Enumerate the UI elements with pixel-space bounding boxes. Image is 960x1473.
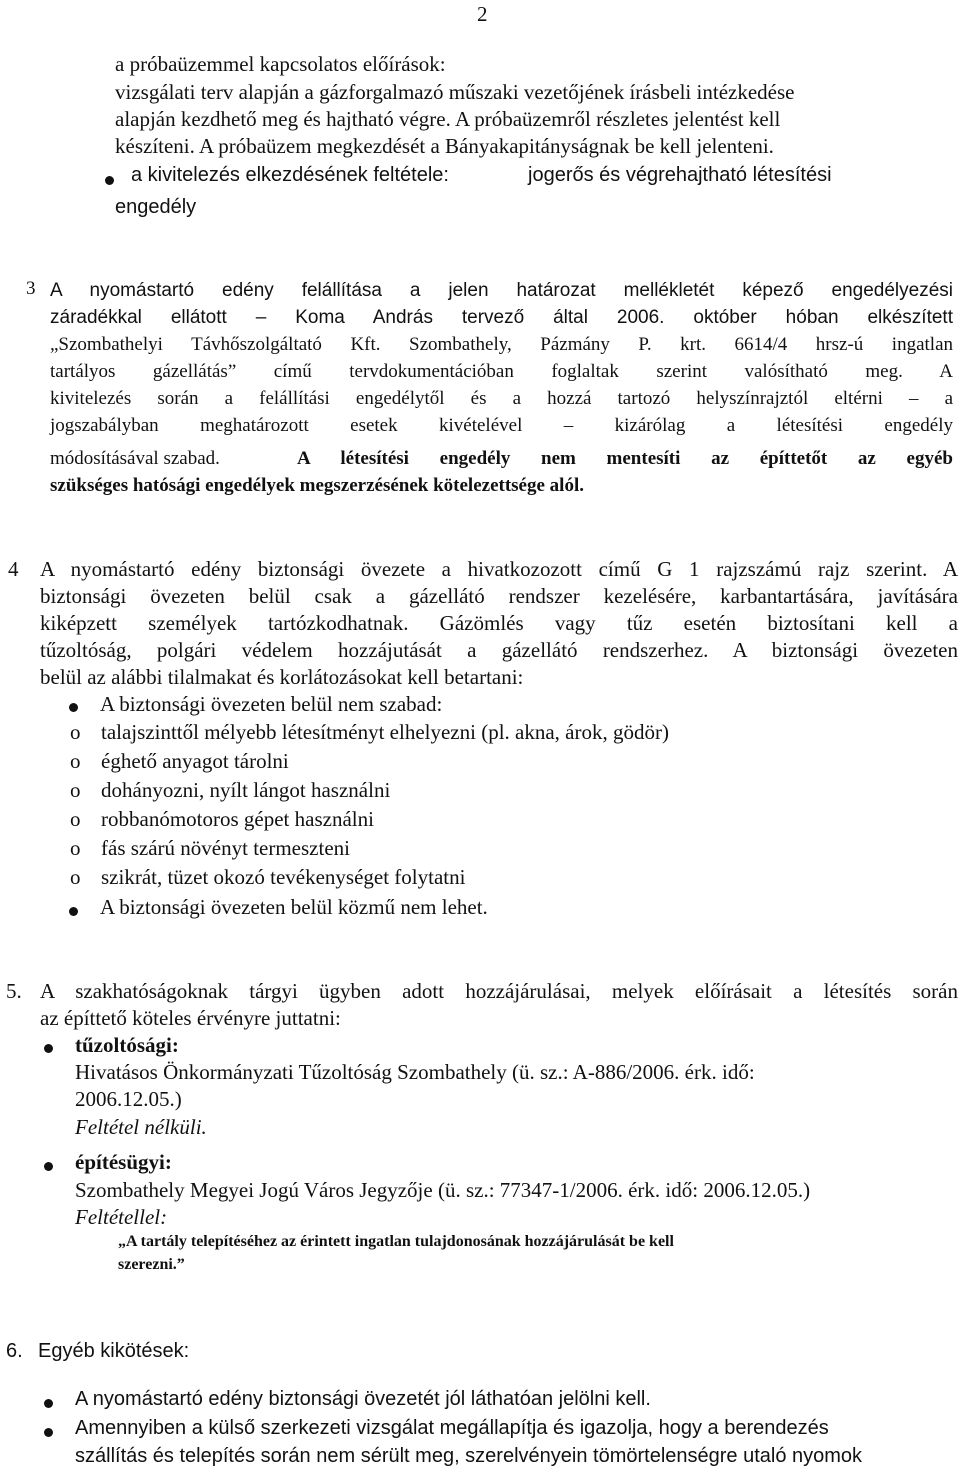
paragraph-line: belül az alábbi tilalmakat és korlátozásokat kell betartani:: [40, 665, 524, 689]
section-number: 6.: [6, 1340, 23, 1362]
bullet-icon: [44, 1428, 53, 1437]
authority-detail: Szombathely Megyei Jogú Város Jegyzője (ü. sz.: 77347-1/2006. érk. idő: 2006.12.05.): [75, 1178, 811, 1202]
paragraph-line: tartályos gázellátás” című tervdokumentációban foglaltak szerint valósítható meg. A: [50, 361, 953, 382]
bullet-icon: [105, 176, 114, 185]
list-item: A biztonsági övezeten belül közmű nem lehet.: [100, 895, 488, 919]
bullet-icon: [69, 907, 78, 916]
paragraph-line: kivitelezés során a felállítási engedélytől és a hozzá tartozó helyszínrajztól eltérni – a: [50, 388, 953, 409]
sub-bullet-marker: o: [70, 749, 81, 773]
list-item-cont: szállítás és telepítés során nem sérült meg, szerelvényein tömörtelenségre utaló nyomok: [75, 1445, 863, 1467]
section-number: 4: [8, 557, 19, 581]
authority-title: tűzoltósági:: [75, 1033, 179, 1057]
authority-detail: Hivatásos Önkormányzati Tűzoltóság Szombathely (ü. sz.: A-886/2006. érk. idő:: [75, 1060, 755, 1084]
list-item: A nyomástartó edény biztonsági övezetét jól láthatóan jelölni kell.: [75, 1388, 651, 1410]
authority-detail: 2006.12.05.): [75, 1087, 182, 1111]
sub-list-item: éghető anyagot tárolni: [101, 749, 289, 773]
bold-notice-cont: szükséges hatósági engedélyek megszerzésének kötelezettsége alól.: [50, 475, 584, 496]
paragraph-line: A szakhatóságoknak tárgyi ügyben adott hozzájárulásai, melyek előírásait a létesítés során: [40, 979, 958, 1003]
bullet-icon: [44, 1044, 53, 1053]
condition-value: jogerős és végrehajtható létesítési: [528, 164, 832, 186]
section-number: 3: [26, 278, 36, 299]
paragraph-line: záradékkal ellátott – Koma András tervező által 2006. október hóban elkészített: [50, 307, 953, 328]
sub-list-item: robbanómotoros gépet használni: [101, 807, 374, 831]
paragraph-line: alapján kezdhető meg és hajtható végre. A próbaüzemről részletes jelentést kell: [115, 107, 781, 131]
paragraph-line: az építtető köteles érvényre juttatni:: [40, 1006, 341, 1030]
sub-bullet-marker: o: [70, 778, 81, 802]
sub-bullet-marker: o: [70, 836, 81, 860]
paragraph-line: készíteni. A próbaüzem megkezdését a Bányakapitányságnak be kell jelenteni.: [115, 134, 774, 158]
page-number: 2: [477, 2, 488, 26]
sub-bullet-marker: o: [70, 720, 81, 744]
paragraph-line: kiképzett személyek tartózkodhatnak. Gázömlés vagy tűz esetén biztosítani kell a: [40, 611, 958, 635]
condition-quote: szerezni.”: [118, 1256, 185, 1273]
authority-condition: Feltétel nélküli.: [75, 1115, 207, 1139]
paragraph-line: A nyomástartó edény biztonsági övezete a hivatkozozott című G 1 rajzszámú rajz szerint. A: [40, 557, 958, 581]
paragraph-line: módosításával szabad.: [50, 448, 220, 469]
bullet-icon: [69, 703, 78, 712]
paragraph-line: „Szombathelyi Távhőszolgáltató Kft. Szombathely, Pázmány P. krt. 6614/4 hrsz-ú ingatlan: [50, 334, 953, 355]
trial-run-heading: a próbaüzemmel kapcsolatos előírások:: [115, 52, 446, 76]
sub-list-item: talajszinttől mélyebb létesítményt elhelyezni (pl. akna, árok, gödör): [101, 720, 669, 744]
section-number: 5.: [6, 979, 22, 1003]
paragraph-line: vizsgálati terv alapján a gázforgalmazó műszaki vezetőjének írásbeli intézkedése: [115, 80, 795, 104]
sub-bullet-marker: o: [70, 865, 81, 889]
list-item: Amennyiben a külső szerkezeti vizsgálat megállapítja és igazolja, hogy a berendezés: [75, 1417, 829, 1439]
bullet-icon: [44, 1162, 53, 1171]
paragraph-line: tűzoltóság, polgári védelem hozzájutását a gázellátó rendszerhez. A biztonsági övezeten: [40, 638, 958, 662]
condition-label: a kivitelezés elkezdésének feltétele:: [131, 164, 449, 186]
authority-title: építésügyi:: [75, 1150, 172, 1174]
bullet-icon: [44, 1399, 53, 1408]
sub-list-item: dohányozni, nyílt lángot használni: [101, 778, 391, 802]
condition-quote: „A tartály telepítéséhez az érintett ingatlan tulajdonosának hozzájárulását be kell: [118, 1233, 674, 1250]
paragraph-line: jogszabályban meghatározott esetek kivételével – kizárólag a létesítési engedély: [50, 415, 953, 436]
authority-condition: Feltétellel:: [75, 1205, 168, 1229]
sub-bullet-marker: o: [70, 807, 81, 831]
sub-list-item: fás szárú növényt termeszteni: [101, 836, 350, 860]
sub-list-item: szikrát, tüzet okozó tevékenységet folytatni: [101, 865, 466, 889]
condition-value-cont: engedély: [115, 196, 197, 218]
paragraph-line: A nyomástartó edény felállítása a jelen határozat mellékletét képező engedélyezési: [50, 280, 953, 301]
paragraph-line: biztonsági övezeten belül csak a gázellátó rendszer kezelésére, karbantartására, javítására: [40, 584, 958, 608]
list-item: A biztonsági övezeten belül nem szabad:: [100, 692, 443, 716]
bold-notice: A létesítési engedély nem mentesíti az építtetőt az egyéb: [297, 448, 953, 469]
section-title: Egyéb kikötések:: [38, 1340, 190, 1362]
